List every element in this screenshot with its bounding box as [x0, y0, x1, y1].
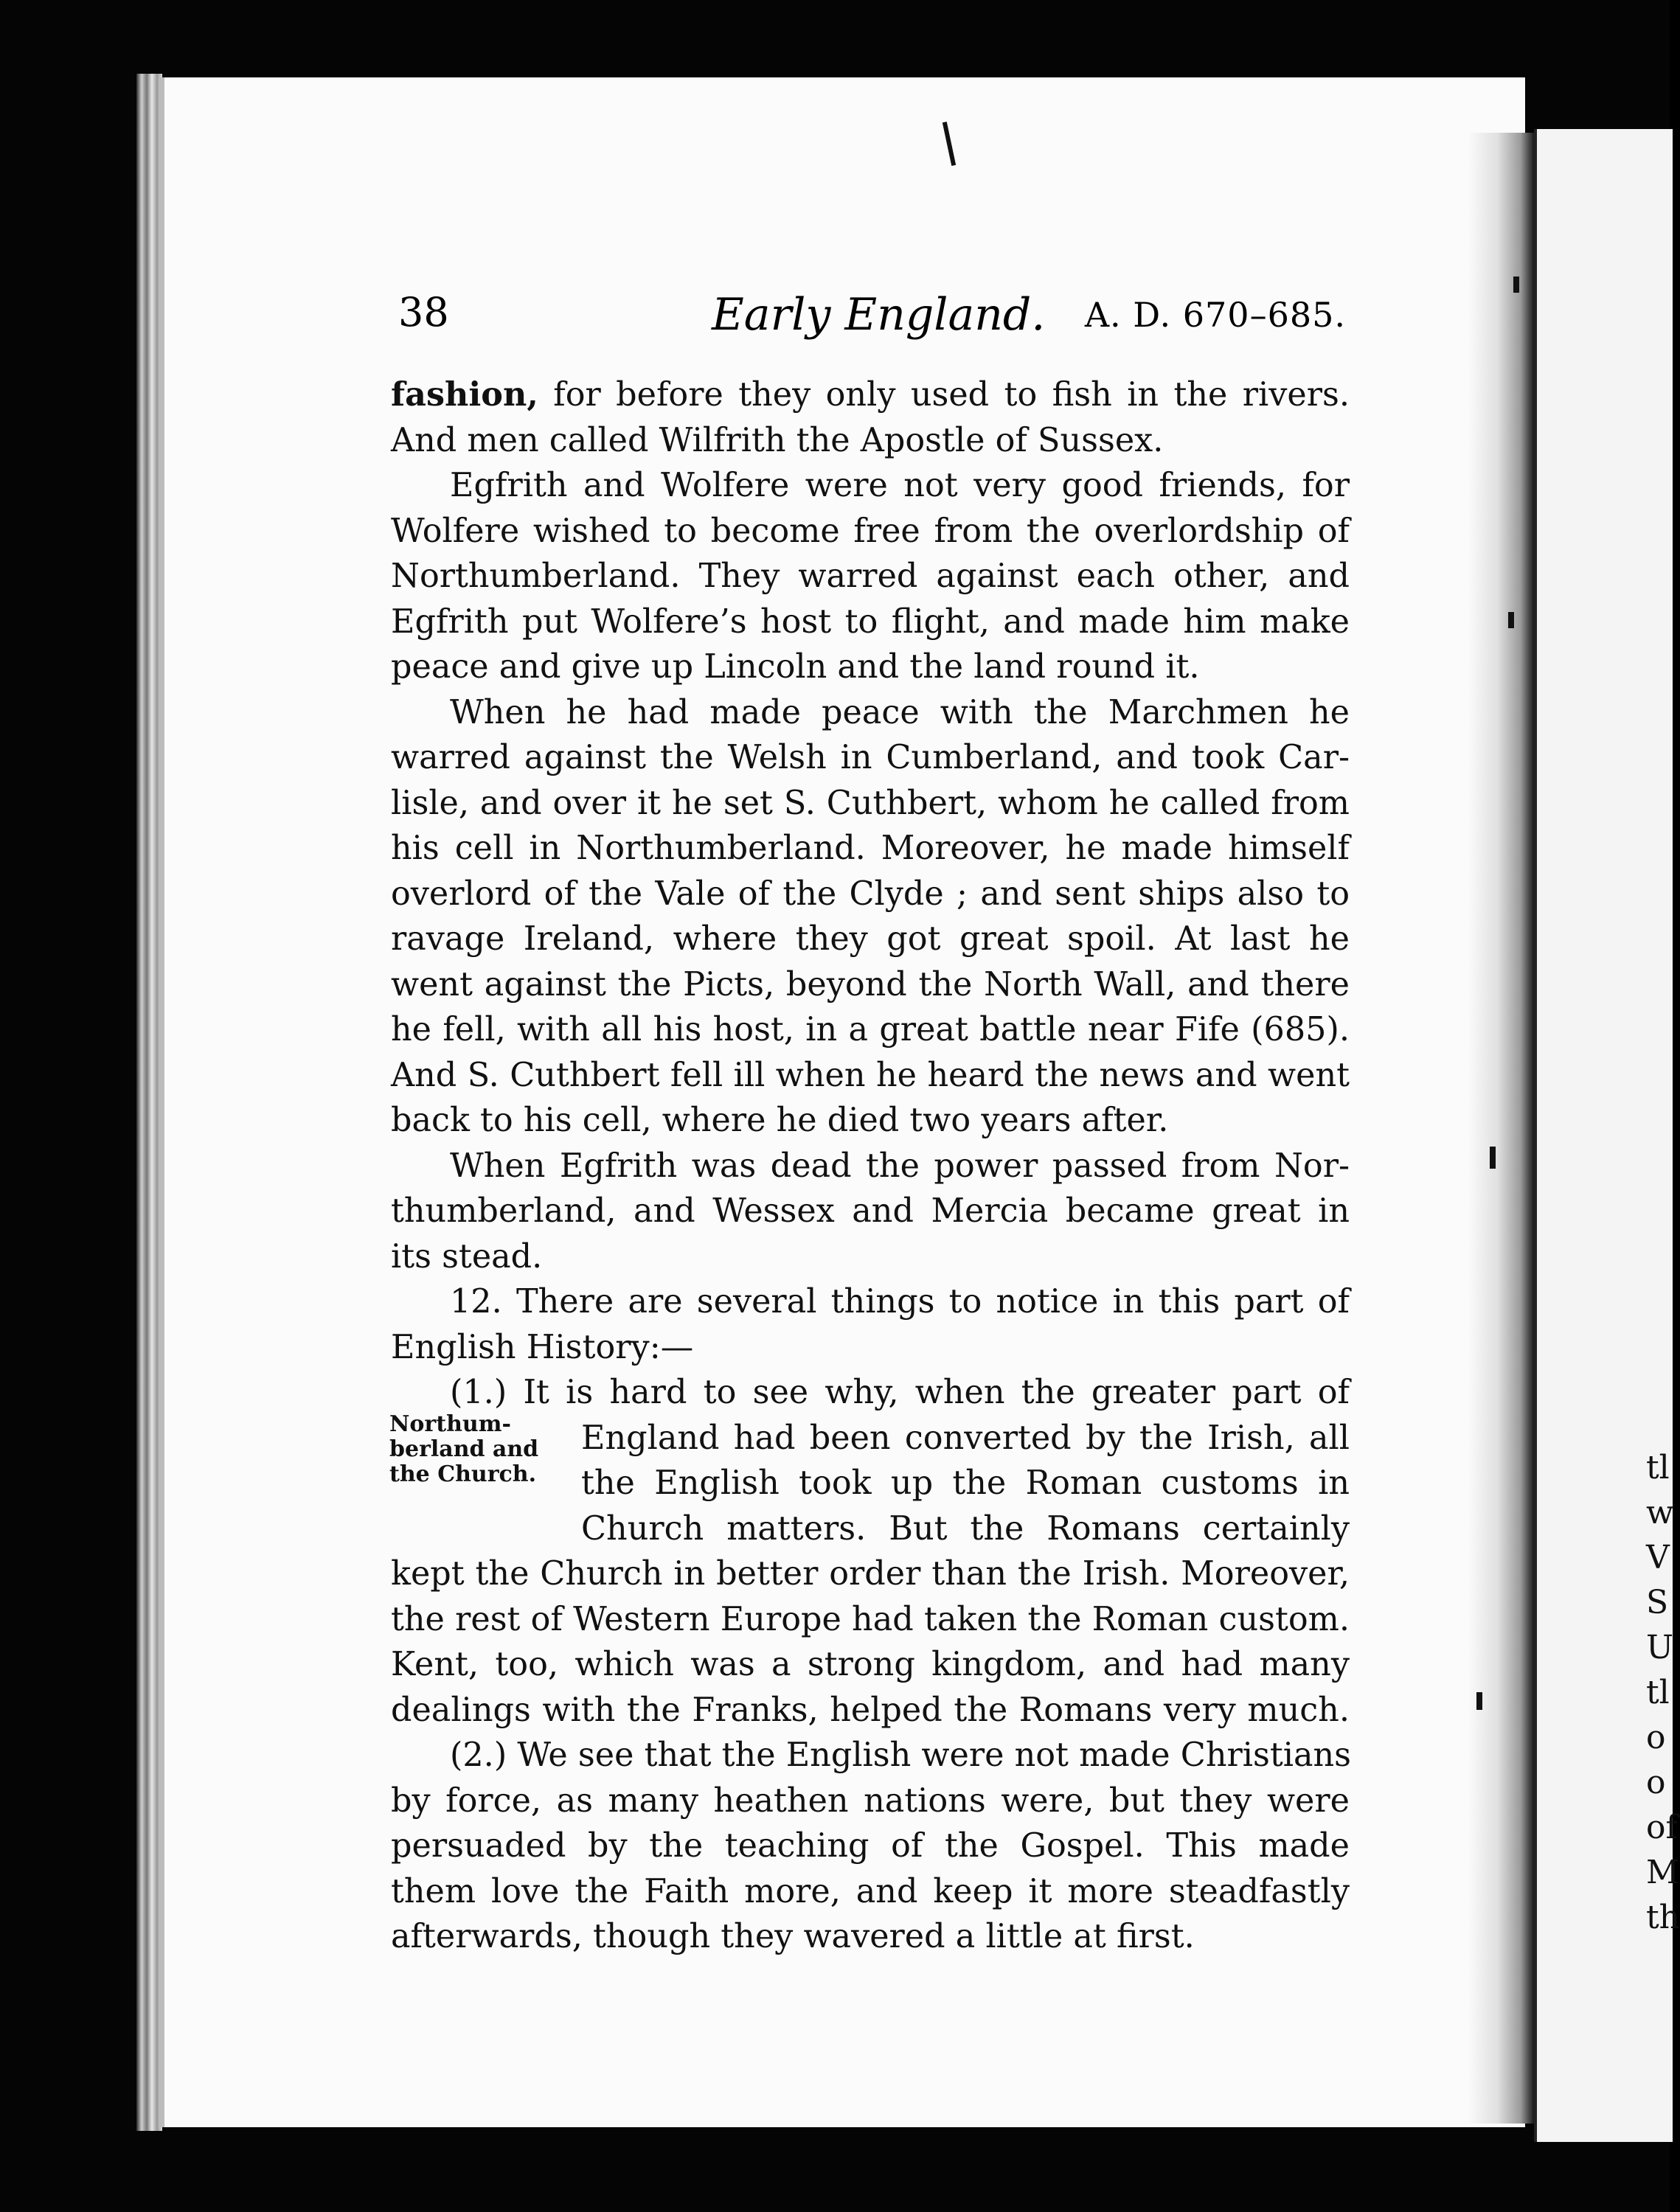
- margin-note: [389, 1412, 566, 1487]
- page-body-text: [391, 372, 1350, 1960]
- text-line: by force, as many heathen nations were, but they were: [391, 1781, 1350, 1820]
- text-line: (1.) It is hard to see why, when the greater part of: [450, 1374, 1350, 1411]
- text-line: Egfrith and Wolfere were not very good friends, for: [450, 467, 1350, 504]
- facing-page-letter: M: [1646, 1854, 1680, 1891]
- text-line: the English took up the Roman customs in: [581, 1464, 1350, 1502]
- running-title: Early England.: [712, 289, 1046, 341]
- text-line: Egfrith put Wolfere’s host to flight, and made him make: [391, 602, 1350, 641]
- margin-note-line: the Church.: [389, 1461, 537, 1487]
- text-line: English History:—: [391, 1328, 694, 1366]
- scan-mark: [1508, 612, 1514, 628]
- text-line: lisle, and over it he set S. Cuthbert, whom he called from: [391, 784, 1350, 822]
- facing-page-letter: tl: [1646, 1449, 1670, 1486]
- text-line: the rest of Western Europe had taken the Roman custom.: [391, 1600, 1350, 1638]
- text-line: went against the Picts, beyond the North Wall, and there: [391, 965, 1350, 1004]
- text-line: Kent, too, which was a strong kingdom, and had many: [391, 1646, 1350, 1683]
- page-number: 38: [398, 289, 449, 335]
- date-range: A. D. 670–685.: [1084, 295, 1346, 335]
- text-line: Northumberland. They warred against each other, and: [391, 557, 1350, 595]
- scan-mark: [1513, 276, 1519, 293]
- text-line: ravage Ireland, where they got great spoil. At last he: [391, 920, 1350, 958]
- scan-mark: [1490, 1147, 1496, 1169]
- text-line: his cell in Northumberland. Moreover, he made himself: [391, 830, 1350, 867]
- facing-page-letter: tl: [1646, 1674, 1670, 1711]
- bold-word: fashion,: [391, 375, 538, 414]
- text-line: its stead.: [391, 1237, 543, 1276]
- text-line: When Egfrith was dead the power passed from Nor-: [450, 1147, 1350, 1185]
- text-line: warred against the Welsh in Cumberland, and took Car-: [391, 739, 1350, 776]
- text-line: thumberland, and Wessex and Mercia became great in: [391, 1192, 1350, 1230]
- text-line: When he had made peace with the Marchmen he: [450, 693, 1350, 731]
- text-line: persuaded by the teaching of the Gospel. This made: [391, 1827, 1350, 1865]
- running-header: [398, 289, 1346, 348]
- text-line: Wolfere wished to become free from the overlordship of: [391, 512, 1350, 550]
- text-line: afterwards, though they wavered a little at first.: [391, 1918, 1195, 1955]
- scan-mark: [1476, 1692, 1482, 1710]
- facing-page-letter: of: [1646, 1809, 1678, 1846]
- facing-page-letter: S: [1646, 1584, 1669, 1621]
- text-line: back to his cell, where he died two years after.: [391, 1102, 1169, 1139]
- text-line: And S. Cuthbert fell ill when he heard the news and went: [391, 1056, 1350, 1094]
- text-line: 12. There are several things to notice in this part of: [450, 1283, 1350, 1321]
- facing-page-text: [1646, 1445, 1680, 1940]
- facing-page-letter: w: [1646, 1494, 1674, 1531]
- text-line: And men called Wilfrith the Apostle of Sussex.: [391, 421, 1164, 459]
- text-line: he fell, with all his host, in a great battle near Fife (685).: [391, 1011, 1350, 1048]
- facing-page-letter: U: [1646, 1629, 1674, 1666]
- text-line: them love the Faith more, and keep it more steadfastly: [391, 1872, 1350, 1910]
- facing-page-letter: V: [1646, 1539, 1670, 1576]
- facing-page-letter: o: [1646, 1719, 1666, 1756]
- text-line: Church matters. But the Romans certainly: [581, 1509, 1350, 1548]
- text-line: peace and give up Lincoln and the land round it.: [391, 648, 1200, 686]
- text-line: overlord of the Vale of the Clyde ; and sent ships also to: [391, 874, 1350, 913]
- facing-page-letter: th: [1646, 1899, 1680, 1936]
- margin-note-line: berland and: [389, 1436, 539, 1462]
- text-line: England had been converted by the Irish, all: [581, 1419, 1350, 1457]
- facing-page-letter: o: [1646, 1764, 1666, 1801]
- text-line: fashion, for before they only used to fish in the rivers.: [391, 375, 1350, 414]
- text-line: dealings with the Franks, helped the Romans very much.: [391, 1691, 1350, 1729]
- text-line: kept the Church in better order than the Irish. Moreover,: [391, 1555, 1350, 1593]
- gutter-shadow: [1468, 133, 1534, 2124]
- text-line: (2.) We see that the English were not made Christians: [450, 1736, 1351, 1774]
- margin-note-line: Northum-: [389, 1411, 511, 1437]
